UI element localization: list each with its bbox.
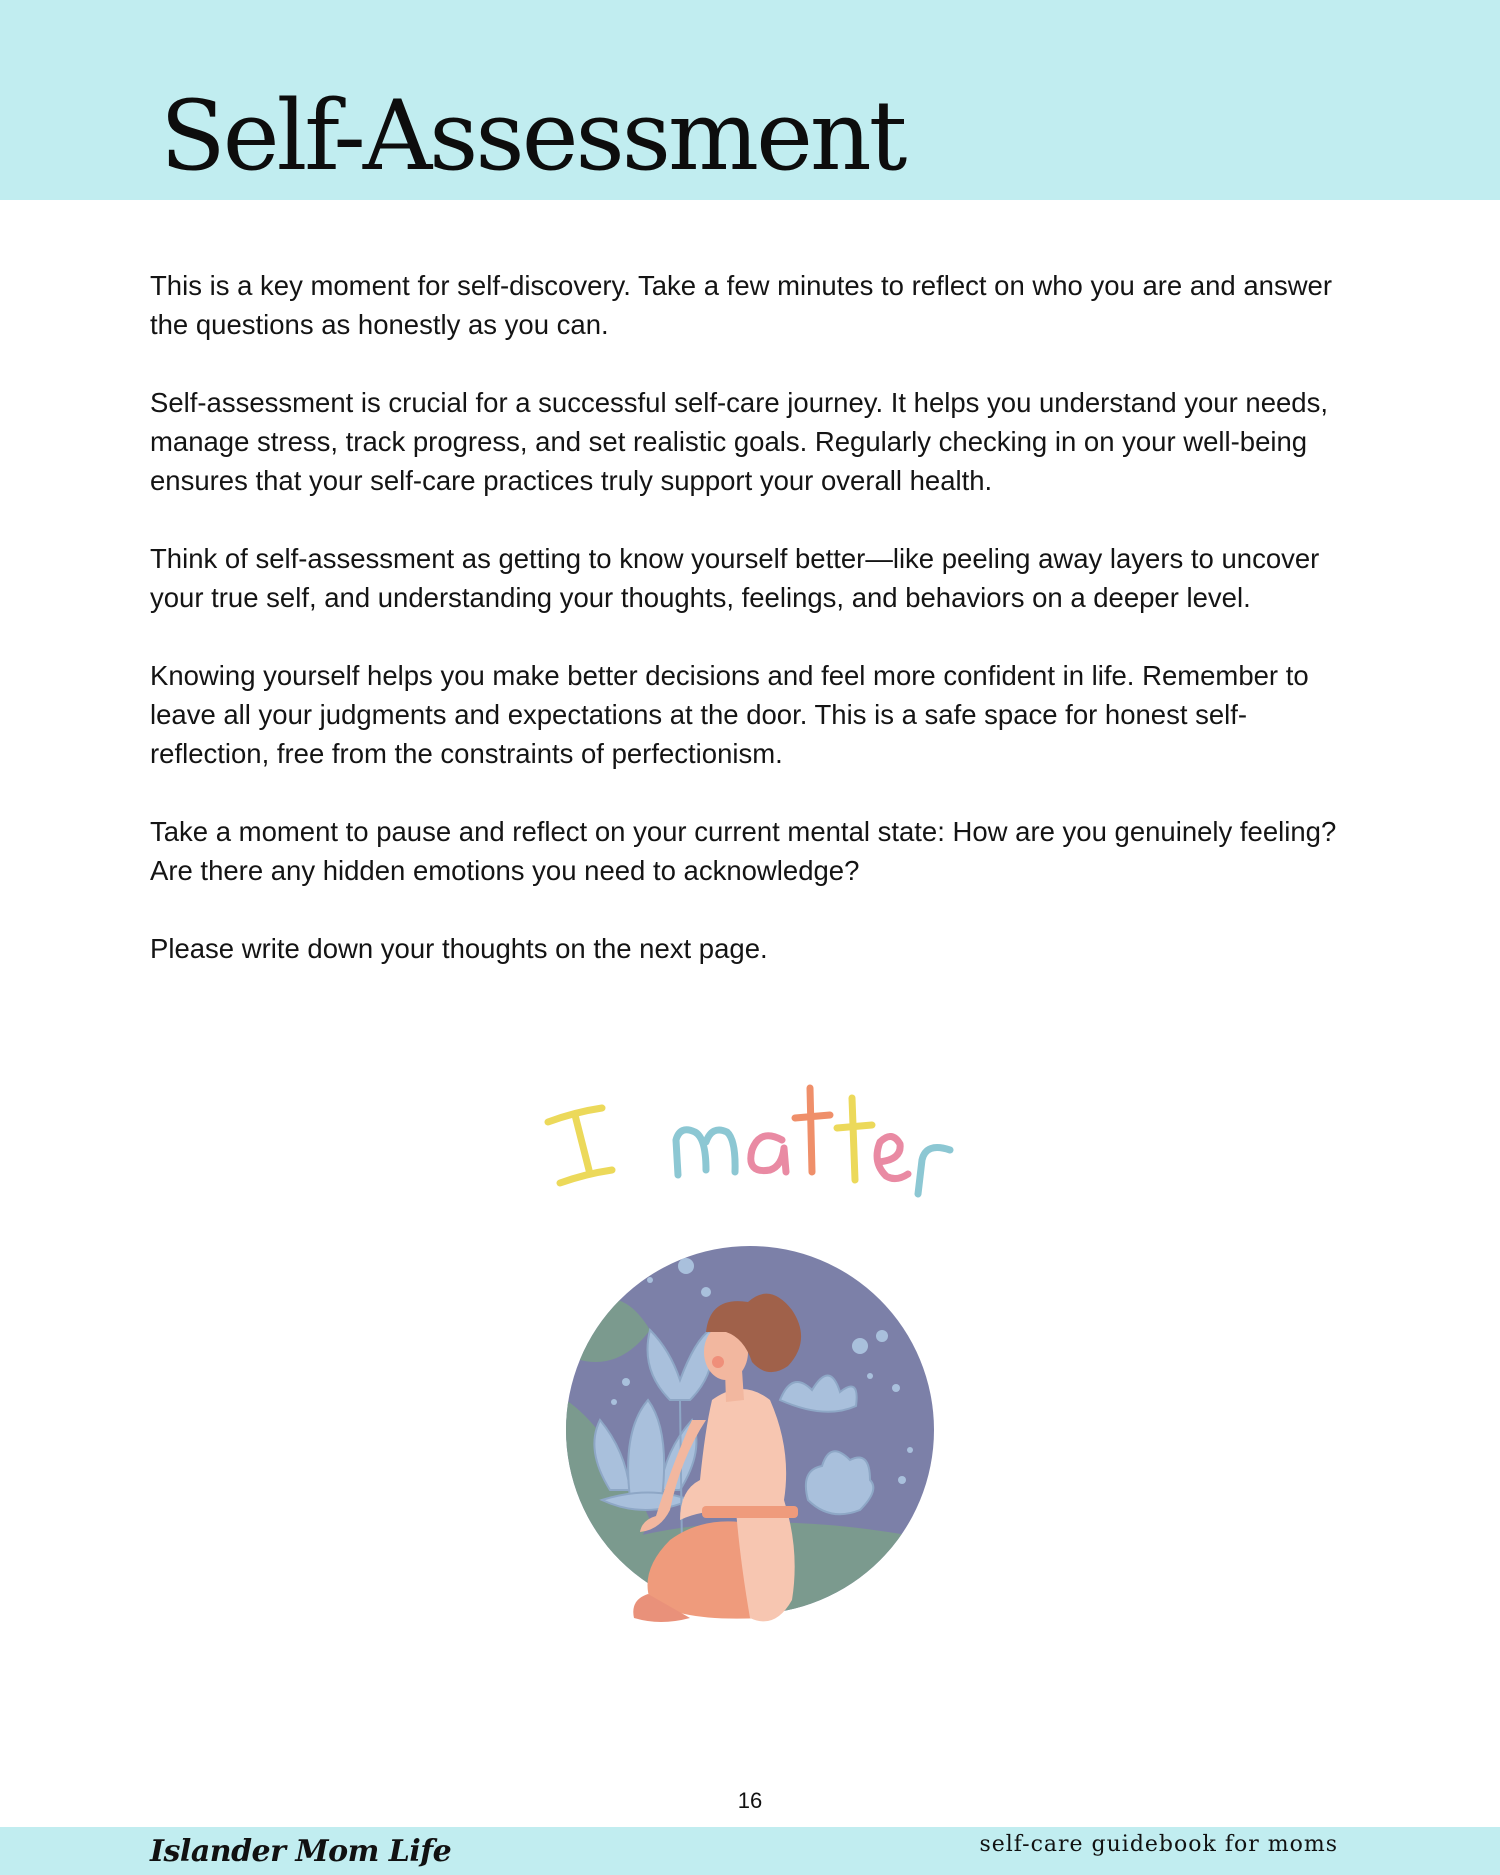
letter-r — [918, 1148, 950, 1194]
importance-paragraph: Self-assessment is crucial for a successful self-care journey. It helps you understand your needs, manage stress, track progress, and set realistic goals. Regularly checking in on your well-being ensures that your self-care practices truly support your overall health. — [150, 387, 1328, 496]
letter-t1 — [795, 1088, 830, 1172]
intro-paragraph: This is a key moment for self-discovery. Take a few minutes to reflect on who you are and answer the questions as honestly as you can. — [150, 270, 1333, 340]
decisions-paragraph: Knowing yourself helps you make better decisions and feel more confident in life. Remember to leave all your judgments and expectations at the door. This is a safe space for honest self-reflection, free from the constraints of perfectionism. — [150, 660, 1309, 769]
woman-cheek — [712, 1356, 724, 1368]
brand-logo: Islander Mom Life — [150, 1834, 452, 1869]
page-title: Self-Assessment — [160, 80, 905, 192]
instruction-paragraph: Please write down your thoughts on the next page. — [150, 933, 768, 964]
footer-tagline: self-care guidebook for moms — [979, 1832, 1338, 1857]
letter-I — [548, 1108, 612, 1183]
i-matter-lettering — [548, 1088, 950, 1194]
woman-belt — [702, 1506, 798, 1518]
body-text — [150, 266, 1350, 1007]
self-knowledge-paragraph: Think of self-assessment as getting to know yourself better—like peeling away layers to uncover your true self, and understanding your thoughts, feelings, and behaviors on a deeper level. — [150, 543, 1320, 613]
letter-m — [676, 1130, 735, 1175]
meditating-woman-illustration — [530, 1070, 970, 1650]
reflection-paragraph: Take a moment to pause and reflect on your current mental state: How are you genuinely feeling? Are there any hidden emotions you need to acknowledge? — [150, 816, 1337, 886]
letter-t2 — [837, 1098, 872, 1180]
letter-a — [751, 1136, 786, 1172]
page-number: 16 — [737, 1788, 763, 1813]
letter-e — [877, 1136, 908, 1178]
